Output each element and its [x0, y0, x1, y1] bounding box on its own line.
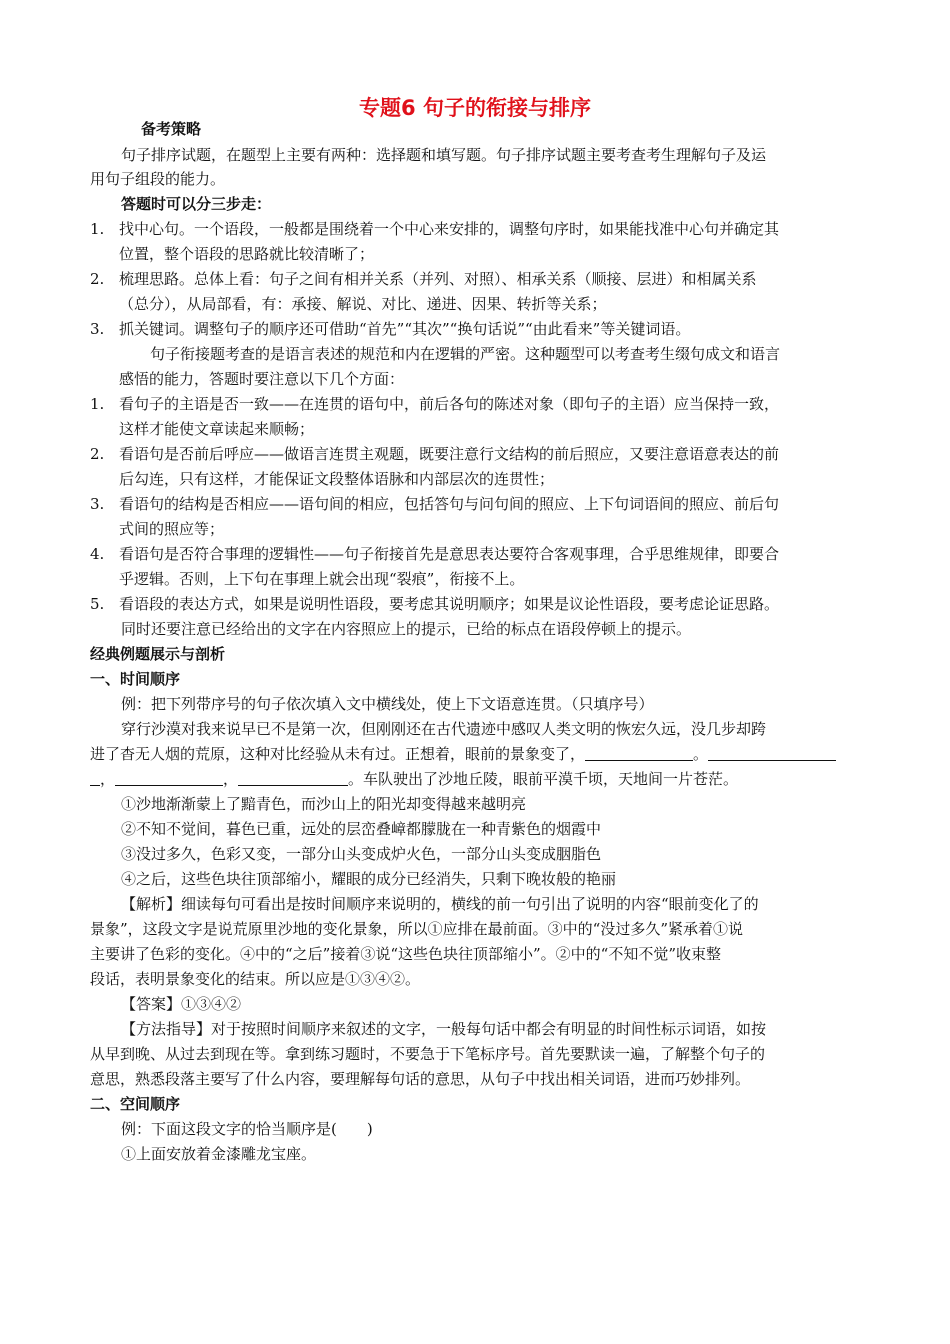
option-item-2: ②不知不觉间，暮色已重，远处的层峦叠嶂都朦胧在一种青紫色的烟霞中 — [121, 820, 602, 838]
point-number: 3. — [90, 495, 105, 513]
point-text: 看语句的结构是否相应——语句间的相应，包括答句与问句间的照应、上下句词语间的照应、前后句 — [119, 495, 780, 513]
point-item-1-cont: 这样才能使文章读起来顺畅； — [119, 420, 315, 438]
passage-line-2 — [90, 743, 836, 765]
point-text: 看语段的表达方式，如果是说明性语段，要考虑其说明顺序；如果是议论性语段，要考虑论证思路。 — [119, 595, 780, 613]
option-item-4: ④之后，这些色块往顶部缩小，耀眼的成分已经消失，只剩下晚妆般的艳丽 — [121, 870, 617, 888]
analysis-line-2: 景象”，这段文字是说荒原里沙地的变化景象，所以①应排在最前面。③中的“没过多久”紧承着①说 — [90, 920, 744, 938]
point-number: 4. — [90, 545, 105, 563]
point-text: 看语句是否符合事理的逻辑性——句子衔接首先是意思表达要符合客观事理，合乎思维规律，即要合 — [119, 545, 780, 563]
section-2-option-1: ①上面安放着金漆雕龙宝座。 — [121, 1145, 317, 1163]
point-item-3-cont: 式间的照应等； — [119, 520, 225, 538]
point-item-4-cont: 乎逻辑。否则，上下句在事理上就会出现“裂痕”，衔接不上。 — [119, 570, 525, 588]
point-item-1 — [90, 393, 779, 415]
step-number: 3. — [90, 320, 105, 338]
fill-blank-2a[interactable] — [708, 746, 836, 761]
point-item-4 — [90, 543, 779, 565]
passage-text: 。车队驶出了沙地丘陵，眼前平漠千顷，天地间一片苍茫。 — [348, 770, 739, 788]
method-line-2: 从早到晚、从过去到现在等。拿到练习题时，不要急于下笔标序号。首先要默读一遍，了解整个句子的 — [90, 1045, 766, 1063]
passage-text: 进了杳无人烟的荒原，这种对比经验从未有过。正想着，眼前的景象变了， — [90, 745, 586, 763]
page-title: 专题6 句子的衔接与排序 — [359, 96, 591, 120]
section-2-question: 例：下面这段文字的恰当顺序是( ) — [121, 1120, 373, 1138]
steps-heading: 答题时可以分三步走： — [121, 195, 272, 213]
fill-blank-3[interactable] — [115, 771, 223, 786]
section-2-heading: 二、空间顺序 — [90, 1095, 181, 1113]
strategy-intro-line-1: 句子排序试题，在题型上主要有两种：选择题和填写题。句子排序试题主要考查考生理解句子及运 — [121, 146, 767, 164]
point-item-2 — [90, 443, 779, 465]
strategy-intro-line-2: 用句子组段的能力。 — [90, 170, 226, 188]
step-item-2-cont: （总分），从局部看，有：承接、解说、对比、递进、因果、转折等关系； — [119, 295, 607, 313]
step-item-1 — [90, 218, 779, 240]
answer-line: 【答案】①③④② — [121, 995, 242, 1013]
point-item-5 — [90, 593, 779, 615]
section-1-question: 例：把下列带序号的句子依次填入文中横线处，使上下文语意连贯。（只填序号） — [121, 695, 654, 713]
step-text: 找中心句。一个语段，一般都是围绕着一个中心来安排的，调整句序时，如果能找准中心句并确定其 — [119, 220, 780, 238]
passage-line-3 — [90, 768, 738, 790]
examples-heading: 经典例题展示与剖析 — [90, 645, 226, 663]
section-1-heading: 一、时间顺序 — [90, 670, 181, 688]
step-item-2 — [90, 268, 757, 290]
step-text: 抓关键词。调整句子的顺序还可借助“首先”“其次”“换句话说”“由此看来”等关键词语。 — [119, 320, 691, 338]
cohesion-intro-line-2: 感悟的能力，答题时要注意以下几个方面： — [119, 370, 405, 388]
strategy-heading: 备考策略 — [141, 120, 202, 138]
step-item-3 — [90, 318, 690, 340]
option-item-3: ③没过多久，色彩又变，一部分山头变成炉火色，一部分山头变成胭脂色 — [121, 845, 602, 863]
point-number: 2. — [90, 445, 105, 463]
analysis-line-1: 【解析】细读每句可看出是按时间顺序来说明的，横线的前一句引出了说明的内容“眼前变化了的 — [121, 895, 759, 913]
passage-punct: 。 — [693, 745, 709, 763]
step-number: 2. — [90, 270, 105, 288]
cohesion-intro-line-1: 句子衔接题考查的是语言表述的规范和内在逻辑的严密。这种题型可以考查考生缀句成文和语言 — [150, 345, 781, 363]
fill-blank-2b[interactable] — [90, 771, 100, 786]
passage-line-1: 穿行沙漠对我来说早已不是第一次，但刚刚还在古代遗迹中感叹人类文明的恢宏久远，没几步却跨 — [121, 720, 767, 738]
point-item-3 — [90, 493, 779, 515]
point-text: 看语句是否前后呼应——做语言连贯主观题，既要注意行文结构的前后照应，又要注意语意表达的前 — [119, 445, 780, 463]
fill-blank-1[interactable] — [585, 746, 693, 761]
option-item-1: ①沙地渐渐蒙上了黯青色，而沙山上的阳光却变得越来越明亮 — [121, 795, 527, 813]
step-text: 梳理思路。总体上看：句子之间有相并关系（并列、对照）、相承关系（顺接、层进）和相属关系 — [119, 270, 757, 288]
point-number: 1. — [90, 395, 105, 413]
passage-punct: ， — [100, 770, 116, 788]
step-item-1-cont: 位置，整个语段的思路就比较清晰了； — [119, 245, 375, 263]
point-number: 5. — [90, 595, 105, 613]
step-number: 1. — [90, 220, 105, 238]
strategy-closing: 同时还要注意已经给出的文字在内容照应上的提示，已给的标点在语段停顿上的提示。 — [121, 620, 692, 638]
point-text: 看句子的主语是否一致——在连贯的语句中，前后各句的陈述对象（即句子的主语）应当保持一致， — [119, 395, 780, 413]
method-line-1: 【方法指导】对于按照时间顺序来叙述的文字，一般每句话中都会有明显的时间性标示词语，如按 — [121, 1020, 767, 1038]
fill-blank-4[interactable] — [238, 771, 348, 786]
analysis-line-4: 段话，表明景象变化的结束。所以应是①③④②。 — [90, 970, 421, 988]
method-line-3: 意思，熟悉段落主要写了什么内容，要理解每句话的意思，从句子中找出相关词语，进而巧妙排列。 — [90, 1070, 751, 1088]
analysis-line-3: 主要讲了色彩的变化。④中的“之后”接着③说“这些色块往顶部缩小”。②中的“不知不觉”收束整 — [90, 945, 722, 963]
point-item-2-cont: 后勾连，只有这样，才能保证文段整体语脉和内部层次的连贯性； — [119, 470, 555, 488]
passage-punct: ， — [223, 770, 239, 788]
